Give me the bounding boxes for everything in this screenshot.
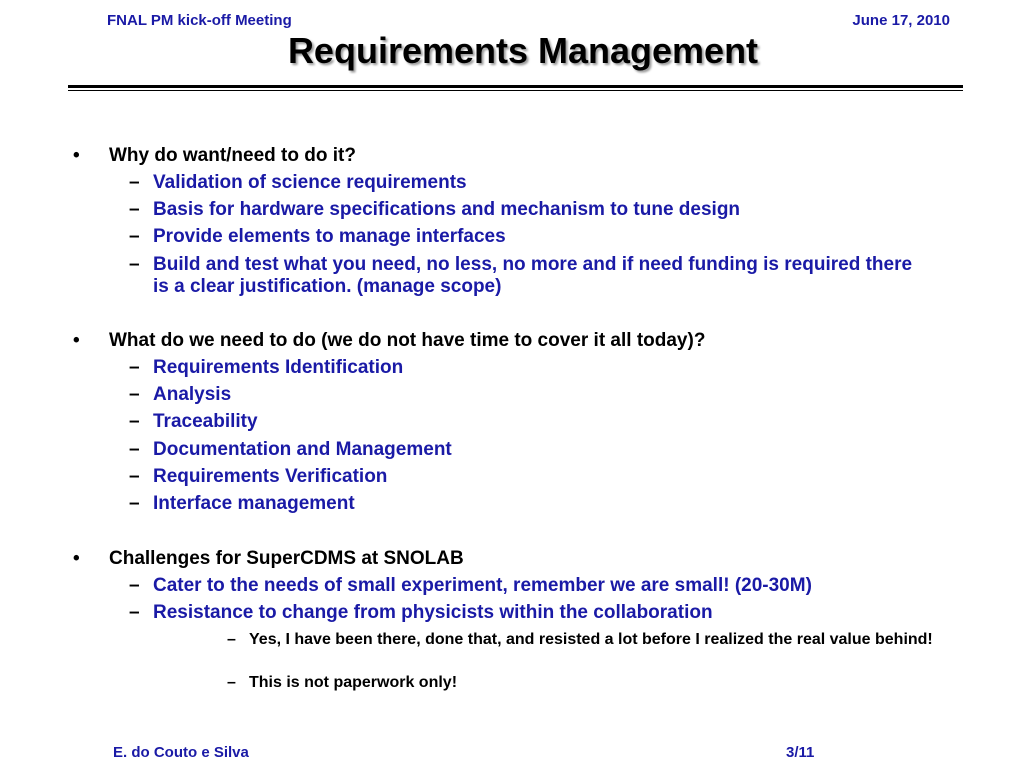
- dash-marker: –: [129, 411, 140, 432]
- dash-marker: –: [129, 602, 140, 623]
- sub-bullet-text: Requirements Verification: [153, 466, 388, 487]
- sub-bullet: [129, 254, 923, 298]
- bullet-dot: •: [73, 145, 80, 166]
- sub-bullet-text: Basis for hardware specifications and mechanism to tune design: [153, 199, 741, 220]
- sub-bullet-text: Resistance to change from physicists within the collaboration: [153, 602, 713, 623]
- bullet-challenges: [73, 548, 464, 570]
- section-heading: Why do want/need to do it?: [109, 145, 356, 166]
- sub-bullet: [129, 575, 953, 597]
- section-heading: Challenges for SuperCDMS at SNOLAB: [109, 548, 464, 569]
- sub-sub-bullet: [227, 630, 979, 649]
- dash-marker: –: [129, 357, 140, 378]
- sub-bullet-text: Documentation and Management: [153, 439, 452, 460]
- dash-marker: –: [129, 575, 140, 596]
- dash-marker: –: [129, 199, 140, 220]
- title-rule-thin: [68, 90, 963, 91]
- sub-bullet: [129, 199, 953, 221]
- bullet-what: [73, 330, 706, 352]
- dash-marker: –: [129, 493, 140, 514]
- sub-bullet: [129, 226, 953, 248]
- sub-bullet: [129, 602, 953, 624]
- sub-bullet: [129, 384, 953, 406]
- header-meeting-name: FNAL PM kick-off Meeting: [107, 12, 292, 29]
- sub-sub-bullet-text: Yes, I have been there, done that, and resisted a lot before I realized the real value behind!: [249, 631, 933, 648]
- sub-bullet-text: Build and test what you need, no less, no more and if need funding is required there is a clear justification. (manage scope): [153, 254, 913, 297]
- dash-marker: –: [129, 384, 140, 405]
- sub-bullet-text: Interface management: [153, 493, 355, 514]
- dash-marker: –: [129, 439, 140, 460]
- sub-bullet-text: Validation of science requirements: [153, 172, 467, 193]
- dash-marker: –: [129, 466, 140, 487]
- sub-bullet: [129, 493, 953, 515]
- section-heading: What do we need to do (we do not have time to cover it all today)?: [109, 330, 706, 351]
- sub-bullet-text: Provide elements to manage interfaces: [153, 226, 506, 247]
- title-rule-thick: [68, 85, 963, 88]
- bullet-dot: •: [73, 548, 80, 569]
- sub-bullet-text: Cater to the needs of small experiment, remember we are small! (20-30M): [153, 575, 812, 596]
- bullet-why: [73, 145, 356, 167]
- dash-marker: –: [129, 254, 140, 275]
- bullet-dot: •: [73, 330, 80, 351]
- sub-bullet-text: Traceability: [153, 411, 258, 432]
- footer-author: E. do Couto e Silva: [113, 744, 249, 761]
- sub-bullet: [129, 466, 953, 488]
- dash-marker: –: [129, 226, 140, 247]
- header-date: June 17, 2010: [852, 12, 950, 29]
- footer-page-number: 3/11: [786, 744, 815, 761]
- sub-bullet-text: Requirements Identification: [153, 357, 404, 378]
- sub-sub-bullet-text: This is not paperwork only!: [249, 674, 458, 691]
- dash-marker: –: [227, 674, 236, 691]
- sub-bullet: [129, 411, 953, 433]
- slide-title: Requirements Management: [287, 30, 759, 71]
- dash-marker: –: [227, 631, 236, 648]
- sub-bullet: [129, 439, 953, 461]
- dash-marker: –: [129, 172, 140, 193]
- sub-bullet-text: Analysis: [153, 384, 232, 405]
- sub-sub-bullet: [227, 673, 979, 692]
- sub-bullet: [129, 172, 953, 194]
- sub-bullet: [129, 357, 953, 379]
